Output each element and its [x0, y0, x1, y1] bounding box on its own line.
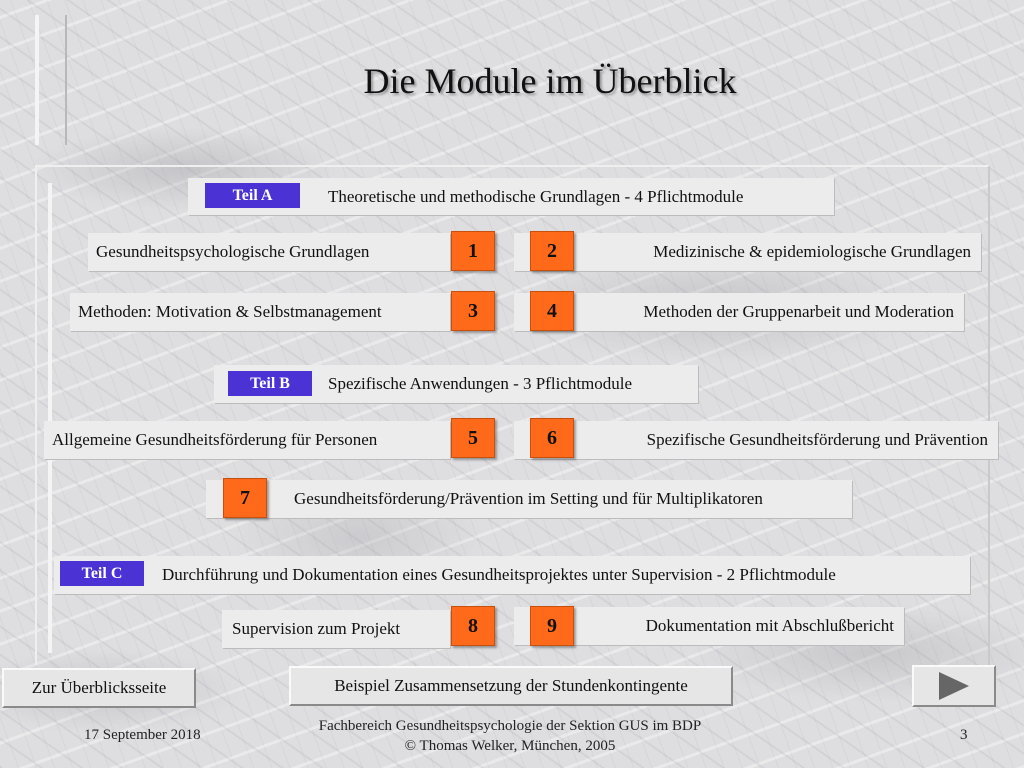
- module-6-label: Spezifische Gesundheitsförderung und Prävention: [646, 430, 988, 449]
- footer-line-1: Fachbereich Gesundheitspsychologie der Sektion GUS im BDP: [318, 718, 702, 734]
- module-2-box[interactable]: [514, 233, 981, 271]
- module-3-number[interactable]: 3: [451, 291, 495, 331]
- teil-c-description: [54, 556, 970, 594]
- module-5-box[interactable]: [44, 421, 450, 459]
- teil-c-badge: Teil C: [60, 561, 144, 586]
- module-7-label: Gesundheitsförderung/Prävention im Setting und für Multiplikatoren: [294, 489, 763, 508]
- overview-button[interactable]: Zur Überblicksseite: [2, 668, 196, 708]
- module-4-box[interactable]: [514, 293, 964, 331]
- page-title: Die Module im Überblick: [363, 61, 737, 101]
- module-1-box[interactable]: [88, 233, 450, 271]
- module-8-box[interactable]: [222, 610, 450, 648]
- next-button[interactable]: [912, 665, 996, 707]
- module-3-label: Methoden: Motivation & Selbstmanagement: [78, 302, 382, 321]
- teil-a-badge: Teil A: [205, 183, 300, 208]
- play-arrow-icon: [939, 672, 969, 700]
- teil-c-description-text: Durchführung und Dokumentation eines Gesundheitsprojektes unter Supervision - 2 Pflichtmodule: [162, 565, 836, 584]
- module-9-label: Dokumentation mit Abschlußbericht: [645, 616, 894, 635]
- teil-b-description-text: Spezifische Anwendungen - 3 Pflichtmodule: [328, 374, 633, 393]
- module-5-label: Allgemeine Gesundheitsförderung für Personen: [52, 430, 378, 449]
- example-button[interactable]: Beispiel Zusammensetzung der Stundenkontingente: [289, 666, 733, 706]
- module-8-label: Supervision zum Projekt: [232, 619, 401, 638]
- module-4-number[interactable]: 4: [530, 291, 574, 331]
- module-9-number[interactable]: 9: [530, 606, 574, 646]
- module-5-number[interactable]: 5: [451, 418, 495, 458]
- footer-credits: [240, 716, 780, 756]
- teil-a-description-text: Theoretische und methodische Grundlagen - 4 Pflichtmodule: [328, 186, 744, 206]
- module-1-number[interactable]: 1: [451, 231, 495, 271]
- module-3-box[interactable]: [70, 293, 450, 331]
- footer-date: 17 September 2018: [84, 727, 201, 743]
- teil-b-badge: Teil B: [228, 371, 312, 396]
- page-number: 3: [960, 727, 968, 743]
- module-7-number[interactable]: 7: [223, 478, 267, 518]
- module-2-label: Medizinische & epidemiologische Grundlagen: [653, 242, 971, 261]
- module-2-number[interactable]: 2: [530, 231, 574, 271]
- module-4-label: Methoden der Gruppenarbeit und Moderation: [643, 302, 954, 321]
- module-7-box[interactable]: [206, 480, 852, 518]
- module-6-box[interactable]: [514, 421, 998, 459]
- module-6-number[interactable]: 6: [530, 418, 574, 458]
- module-1-label: Gesundheitspsychologische Grundlagen: [96, 242, 370, 261]
- module-8-number[interactable]: 8: [451, 606, 495, 646]
- footer-line-2: © Thomas Welker, München, 2005: [404, 738, 616, 754]
